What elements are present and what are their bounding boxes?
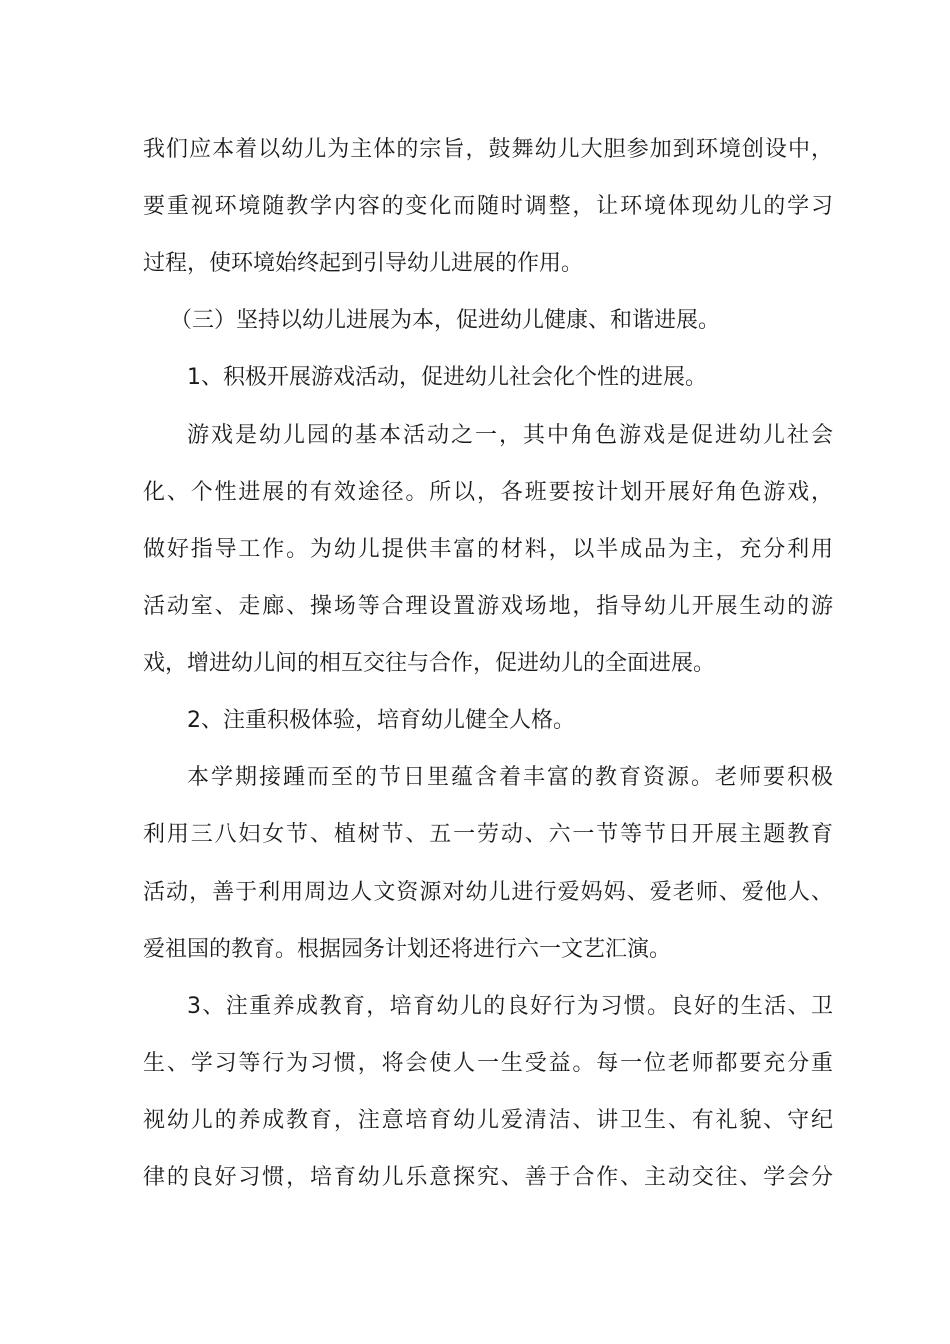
subheading-2: 2、注重积极体验，培育幼儿健全人格。 xyxy=(187,708,575,733)
text-line-9: 活动室、走廊、操场等合理设置游戏场地，指导幼儿开展生动的游 xyxy=(143,594,833,619)
text-line-13: 利用三八妇女节、植树节、五一劳动、六一节等节日开展主题教育 xyxy=(143,822,833,847)
subheading-3: 3、注重养成教育，培育幼儿的良好行为习惯。良好的生活、卫 xyxy=(187,994,833,1019)
text-line-19: 律的良好习惯，培育幼儿乐意探究、善于合作、主动交往、学会分 xyxy=(143,1165,833,1190)
text-line-6: 游戏是幼儿园的基本活动之一，其中角色游戏是促进幼儿社会 xyxy=(187,423,833,448)
text-line-10: 戏，增进幼儿间的相互交往与合作，促进幼儿的全面进展。 xyxy=(143,651,716,676)
text-line-17: 生、学习等行为习惯，将会使人一生受益。每一位老师都要充分重 xyxy=(143,1051,833,1076)
subheading-1: 1、积极开展游戏活动，促进幼儿社会化个性的进展。 xyxy=(187,365,707,390)
text-line-2: 要重视环境随教学内容的变化而随时调整，让环境体现幼儿的学习 xyxy=(143,194,833,219)
text-line-12: 本学期接踵而至的节日里蕴含着丰富的教育资源。老师要积极 xyxy=(187,765,833,790)
text-line-7: 化、个性进展的有效途径。所以，各班要按计划开展好角色游戏， xyxy=(143,480,833,505)
text-line-14: 活动，善于利用周边人文资源对幼儿进行爱妈妈、爱老师、爱他人、 xyxy=(143,880,833,905)
text-line-1: 我们应本着以幼儿为主体的宗旨，鼓舞幼儿大胆参加到环境创设中， xyxy=(143,137,833,162)
text-line-8: 做好指导工作。为幼儿提供丰富的材料，以半成品为主，充分利用 xyxy=(143,537,833,562)
text-line-15: 爱祖国的教育。根据园务计划还将进行六一文艺汇演。 xyxy=(143,937,672,962)
text-line-18: 视幼儿的养成教育，注意培育幼儿爱清洁、讲卫生、有礼貌、守纪 xyxy=(143,1108,833,1133)
text-line-3: 过程，使环境始终起到引导幼儿进展的作用。 xyxy=(143,251,584,276)
section-heading: （三）坚持以幼儿进展为本，促进幼儿健康、和谐进展。 xyxy=(170,308,721,333)
